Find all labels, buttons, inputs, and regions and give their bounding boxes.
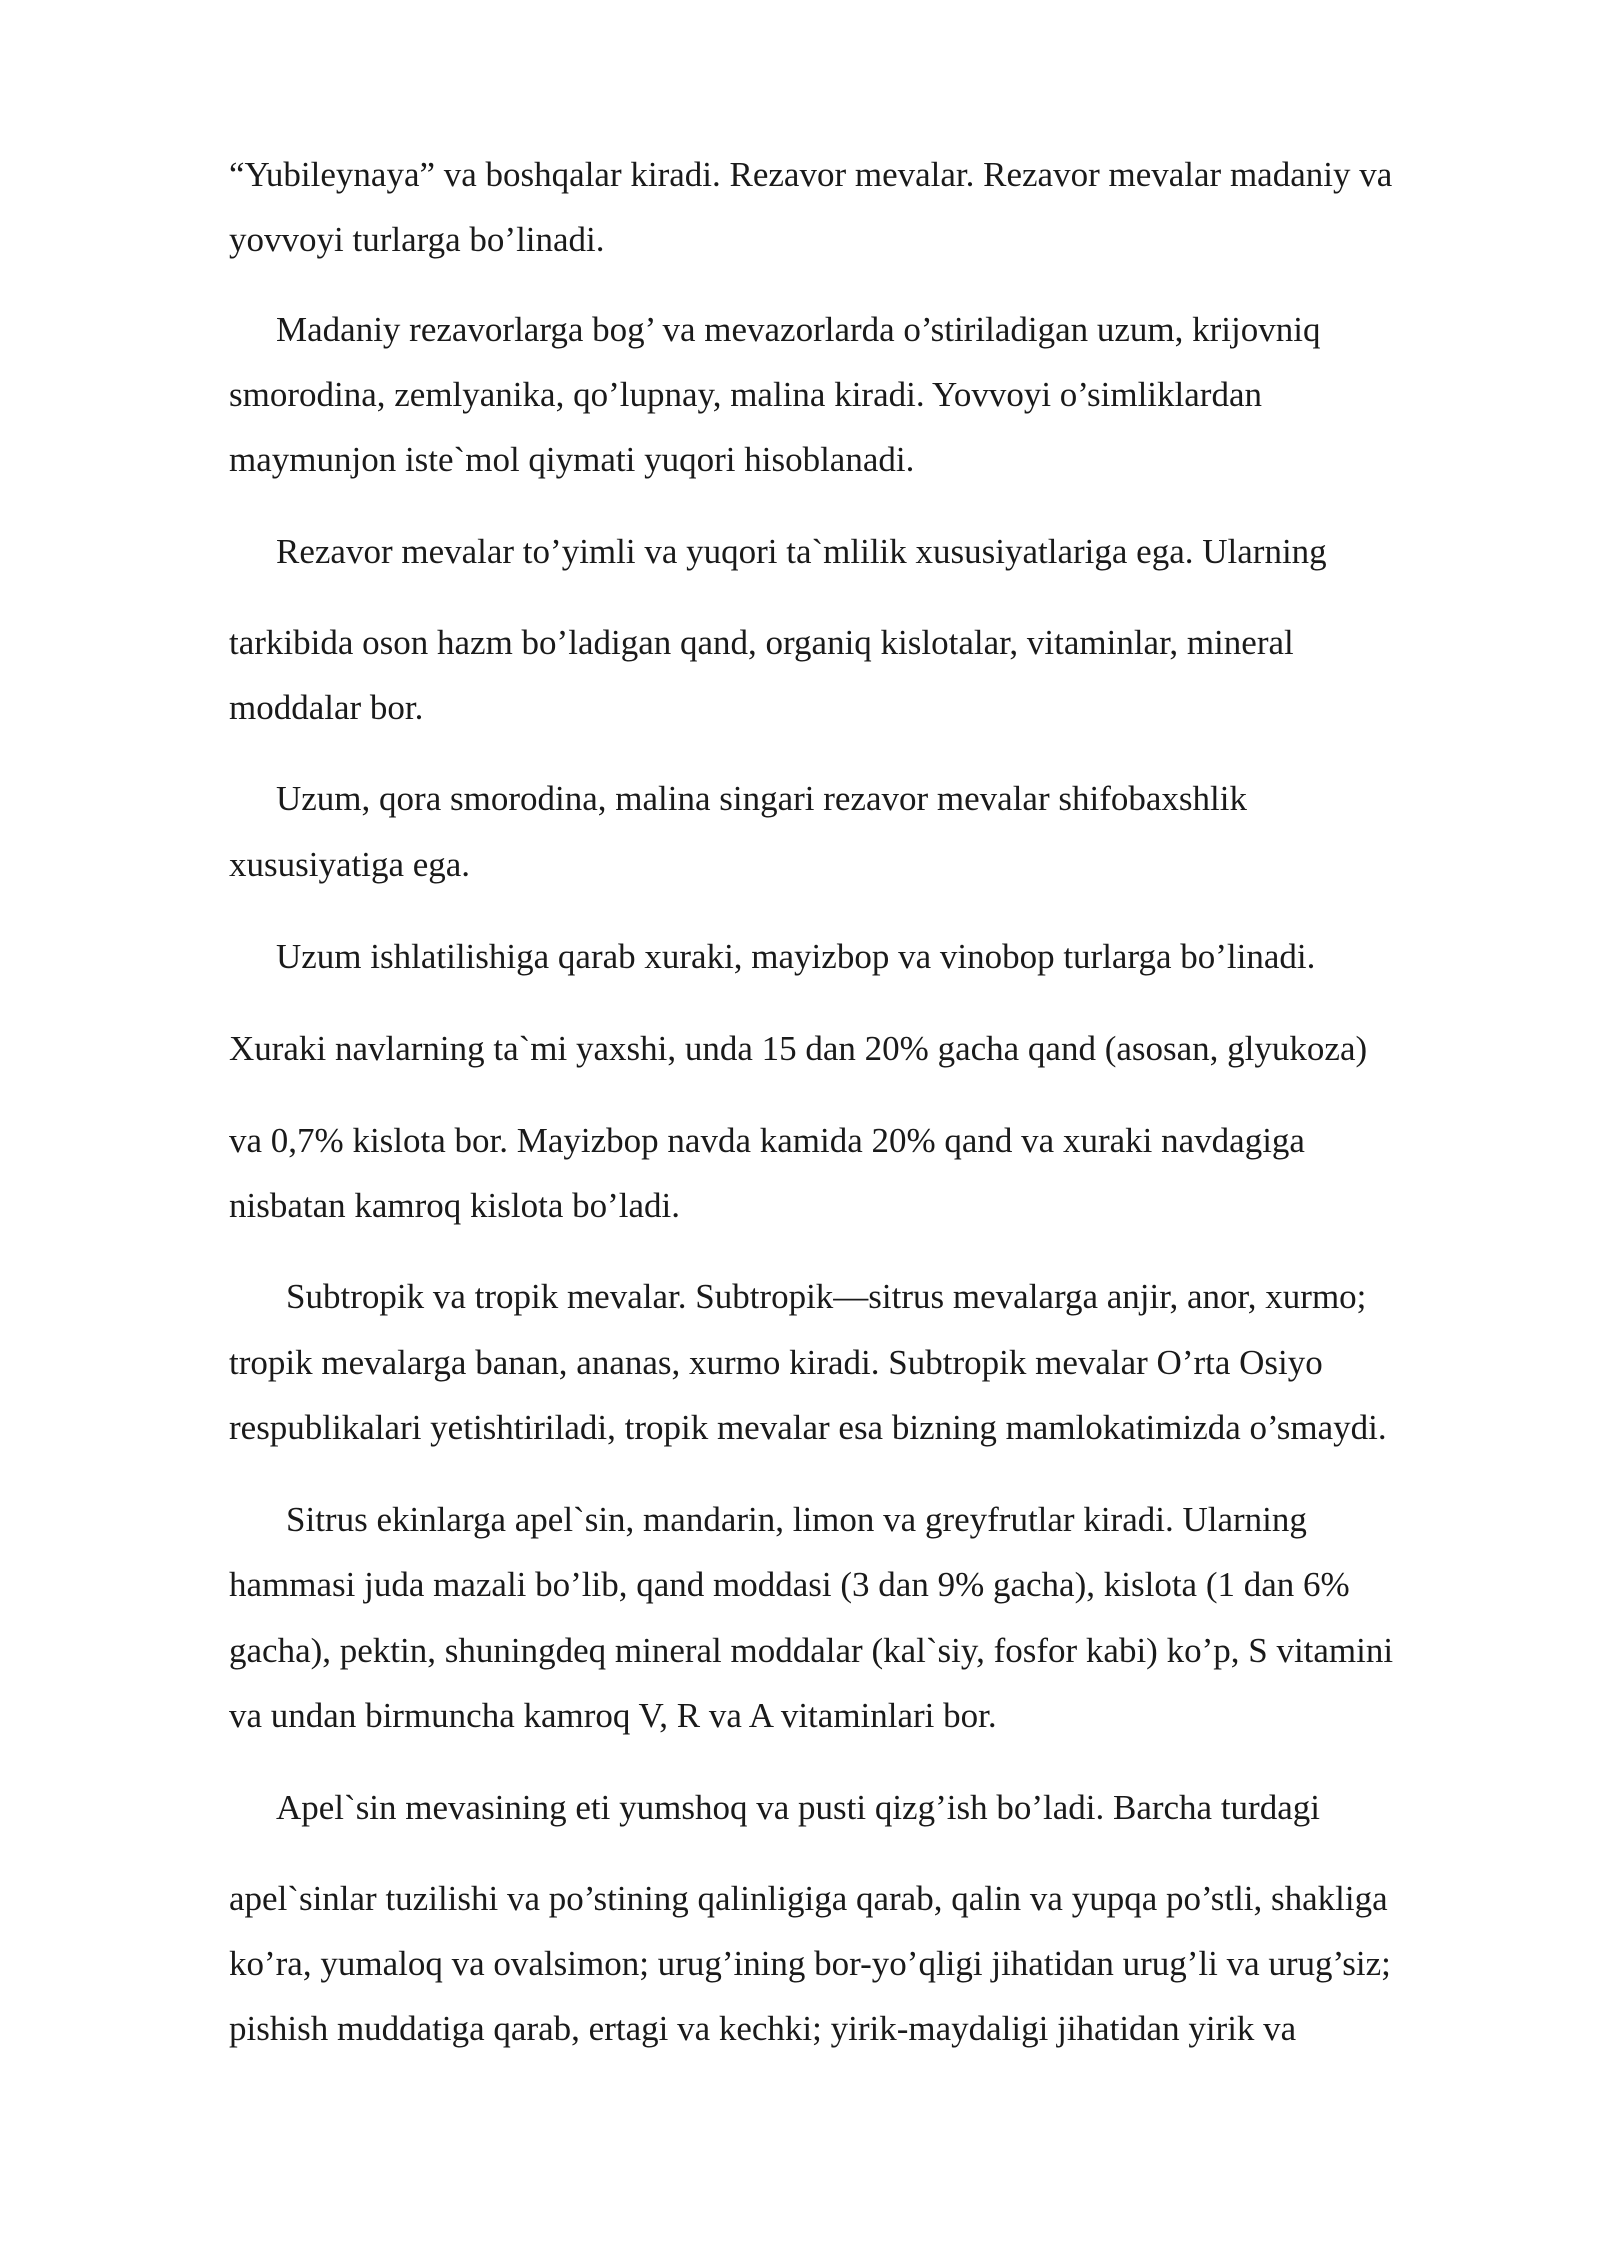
text-line: pishish muddatiga qarab, ertagi va kechki; yirik-maydaligi jihatidan yirik va: [229, 2009, 1297, 2048]
text-line: Uzum ishlatilishiga qarab xuraki, mayizbop va vinobop turlarga bo’linadi.: [276, 937, 1316, 976]
text-line: va undan birmuncha kamroq V, R va A vitaminlari bor.: [229, 1696, 997, 1735]
text-line: Apel`sin mevasining eti yumshoq va pusti qizg’ish bo’ladi. Barcha turdagi: [276, 1788, 1320, 1827]
text-line: Subtropik va tropik mevalar. Subtropik—sitrus mevalarga anjir, anor, xurmo;: [286, 1277, 1367, 1316]
text-line: “Yubileynaya” va boshqalar kiradi. Rezavor mevalar. Rezavor mevalar madaniy va: [229, 155, 1393, 194]
text-line: nisbatan kamroq kislota bo’ladi.: [229, 1186, 681, 1225]
text-line: Sitrus ekinlarga apel`sin, mandarin, limon va greyfrutlar kiradi. Ularning: [286, 1500, 1307, 1539]
text-line: xususiyatiga ega.: [229, 845, 471, 884]
text-line: gacha), pektin, shuningdeq mineral moddalar (kal`siy, fosfor kabi) ko’p, S vitamini: [229, 1631, 1394, 1670]
text-line: ko’ra, yumaloq va ovalsimon; urug’ining bor-yo’qligi jihatidan urug’li va urug’siz;: [229, 1944, 1391, 1983]
text-line: va 0,7% kislota bor. Mayizbop navda kamida 20% qand va xuraki navdagiga: [229, 1121, 1305, 1160]
text-line: yovvoyi turlarga bo’linadi.: [229, 220, 605, 259]
text-line: tropik mevalarga banan, ananas, xurmo kiradi. Subtropik mevalar O’rta Osiyo: [229, 1343, 1323, 1382]
text-line: maymunjon iste`mol qiymati yuqori hisoblanadi.: [229, 440, 915, 479]
text-line: hammasi juda mazali bo’lib, qand moddasi (3 dan 9% gacha), kislota (1 dan 6%: [229, 1565, 1350, 1604]
text-line: apel`sinlar tuzilishi va po’stining qalinligiga qarab, qalin va yupqa po’stli, shakliga: [229, 1879, 1388, 1918]
text-line: Madaniy rezavorlarga bog’ va mevazorlarda o’stiriladigan uzum, krijovniq: [276, 310, 1321, 349]
text-line: tarkibida oson hazm bo’ladigan qand, organiq kislotalar, vitaminlar, mineral: [229, 623, 1294, 662]
text-line: Rezavor mevalar to’yimli va yuqori ta`mlilik xususiyatlariga ega. Ularning: [276, 532, 1327, 571]
text-line: moddalar bor.: [229, 688, 424, 727]
text-line: Uzum, qora smorodina, malina singari rezavor mevalar shifobaxshlik: [276, 779, 1247, 818]
text-line: Xuraki navlarning ta`mi yaxshi, unda 15 dan 20% gacha qand (asosan, glyukoza): [229, 1029, 1368, 1068]
text-line: respublikalari yetishtiriladi, tropik mevalar esa bizning mamlokatimizda o’smaydi.: [229, 1408, 1387, 1447]
text-line: smorodina, zemlyanika, qo’lupnay, malina kiradi. Yovvoyi o’simliklardan: [229, 375, 1262, 414]
